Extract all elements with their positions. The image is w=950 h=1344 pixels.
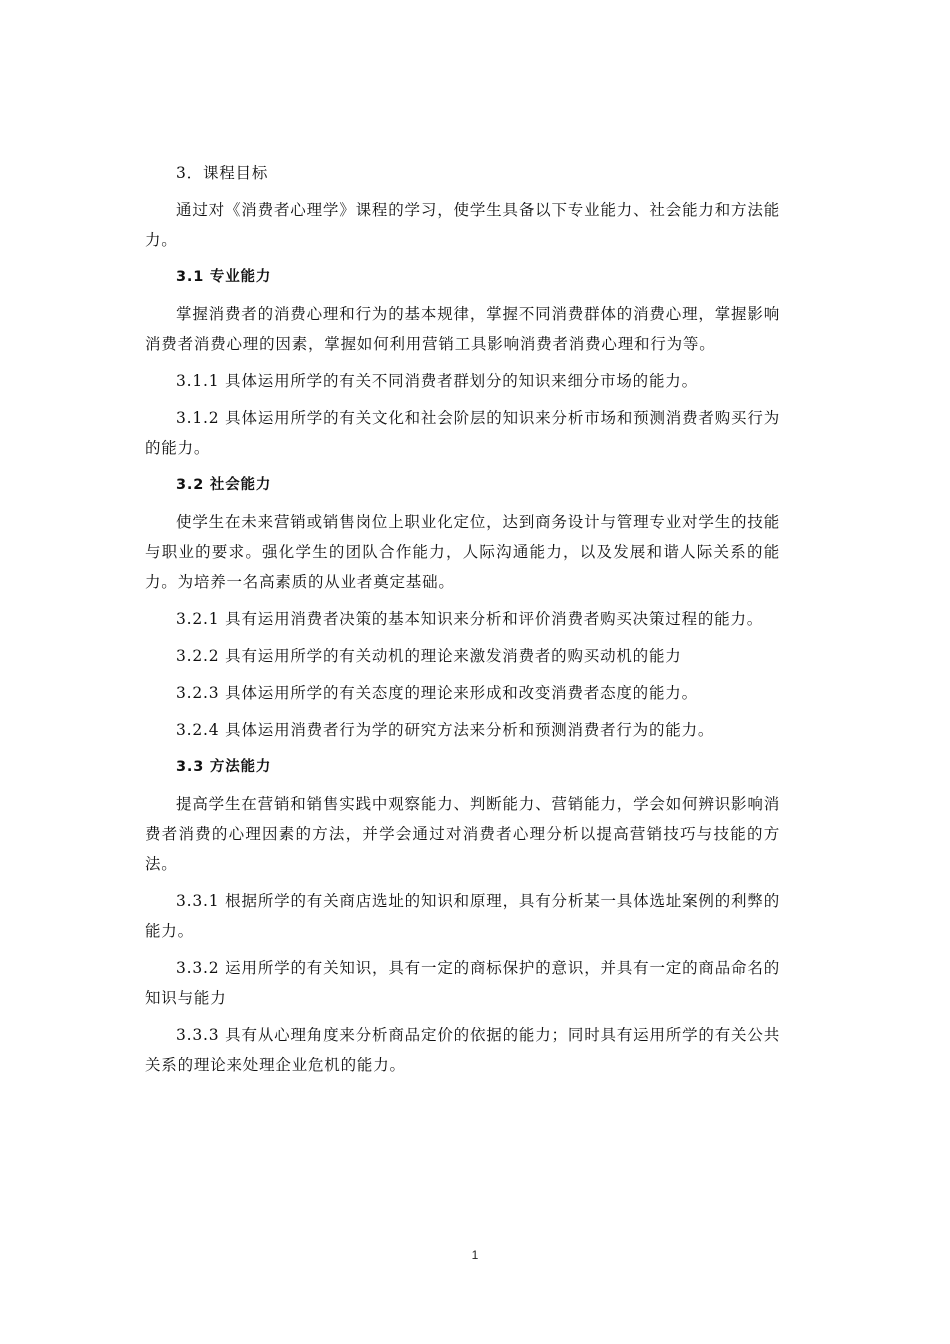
item-3-2-1: 3.2.1 具有运用消费者决策的基本知识来分析和评价消费者购买决策过程的能力。	[176, 610, 764, 628]
item-3-3-1: 3.3.1 根据所学的有关商店选址的知识和原理，具有分析某一具体选址案例的利弊的能力。	[145, 892, 780, 940]
section-method-ability-body: 提高学生在营销和销售实践中观察能力、判断能力、营销能力，学会如何辨识影响消费者消费的心理因素的方法，并学会通过对消费者心理分析以提高营销技巧与技能的方法。	[145, 795, 780, 873]
item-3-2-4: 3.2.4 具体运用消费者行为学的研究方法来分析和预测消费者行为的能力。	[176, 721, 715, 739]
course-objectives-heading: 3．课程目标	[176, 164, 269, 182]
section-professional-ability-heading: 3.1 专业能力	[176, 269, 272, 285]
section-social-ability-body: 使学生在未来营销或销售岗位上职业化定位，达到商务设计与管理专业对学生的技能与职业的要求。强化学生的团队合作能力，人际沟通能力，以及发展和谐人际关系的能力。为培养一名高素质的从业者奠定基础。	[145, 513, 780, 591]
section-method-ability-heading: 3.3 方法能力	[176, 759, 272, 775]
page-number: 1	[471, 1248, 479, 1262]
section-professional-ability-body: 掌握消费者的消费心理和行为的基本规律，掌握不同消费群体的消费心理，掌握影响消费者消费心理的因素，掌握如何利用营销工具影响消费者消费心理和行为等。	[145, 305, 780, 353]
intro-paragraph: 通过对《消费者心理学》课程的学习，使学生具备以下专业能力、社会能力和方法能力。	[145, 201, 780, 249]
item-3-2-2: 3.2.2 具有运用所学的有关动机的理论来激发消费者的购买动机的能力	[176, 647, 682, 665]
item-3-3-3: 3.3.3 具有从心理角度来分析商品定价的依据的能力；同时具有运用所学的有关公共关系的理论来处理企业危机的能力。	[145, 1026, 780, 1074]
item-3-1-2: 3.1.2 具体运用所学的有关文化和社会阶层的知识来分析市场和预测消费者购买行为的能力。	[145, 409, 780, 457]
item-3-1-1: 3.1.1 具体运用所学的有关不同消费者群划分的知识来细分市场的能力。	[176, 372, 698, 390]
item-3-3-2: 3.3.2 运用所学的有关知识，具有一定的商标保护的意识，并具有一定的商品命名的知识与能力	[145, 959, 780, 1007]
item-3-2-3: 3.2.3 具体运用所学的有关态度的理论来形成和改变消费者态度的能力。	[176, 684, 698, 702]
document-body	[145, 158, 780, 1087]
section-social-ability-heading: 3.2 社会能力	[176, 477, 272, 493]
